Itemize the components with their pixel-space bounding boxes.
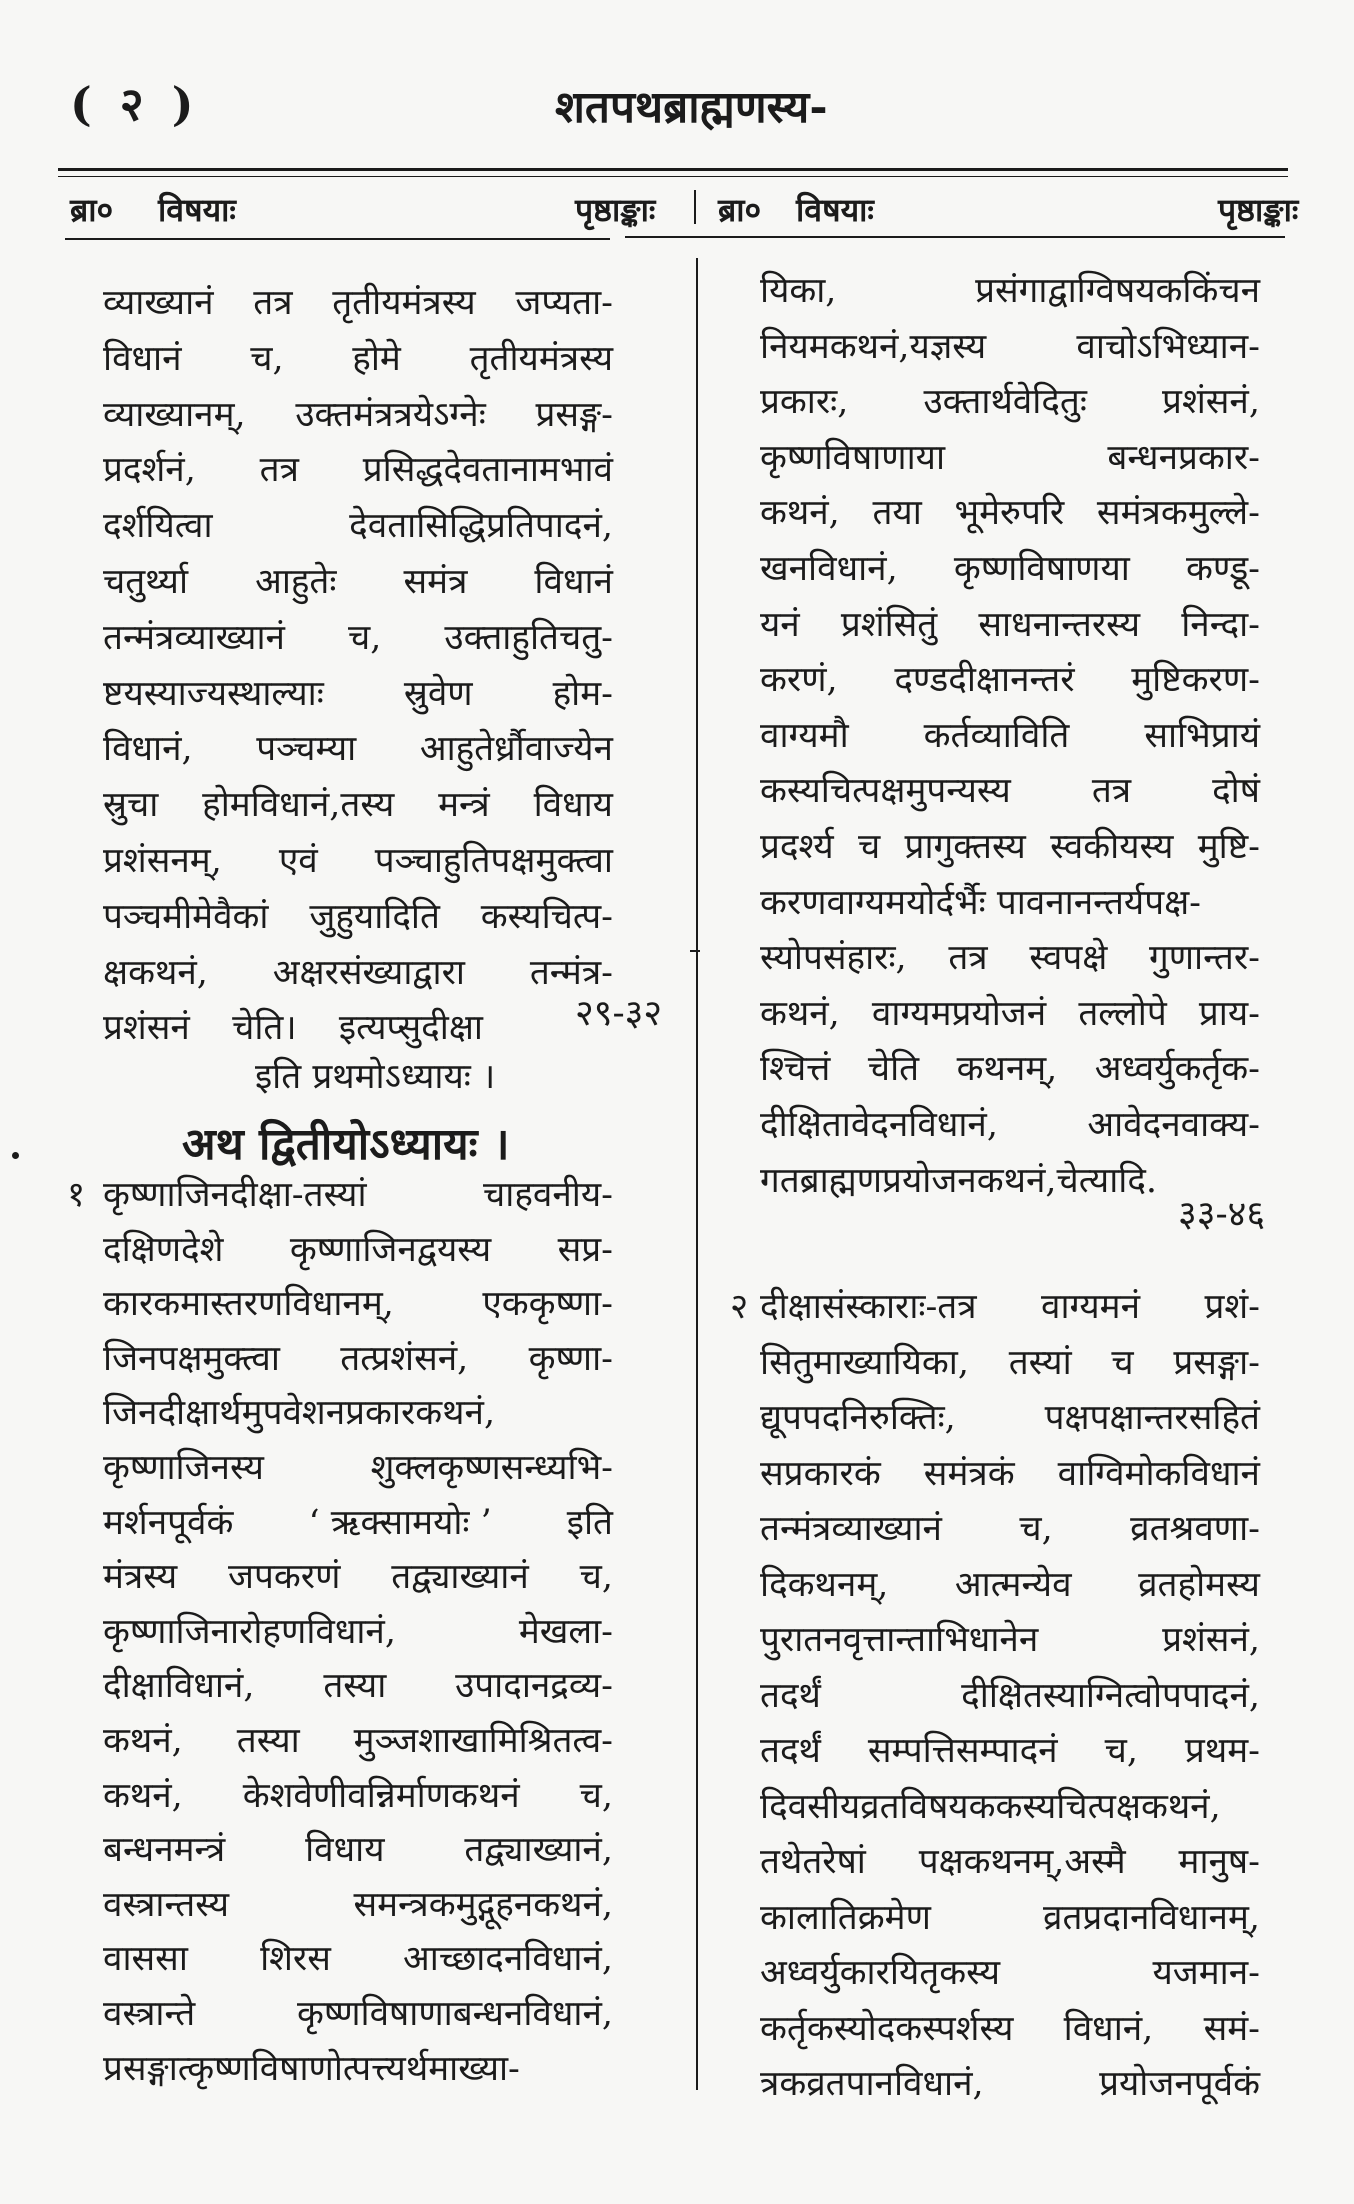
right-text-word: समं- xyxy=(1203,2008,1260,2049)
left-text-word: मंत्रस्य xyxy=(103,1557,178,1598)
right-text-word: सप्रकारकं xyxy=(760,1453,881,1494)
right-text-word: दीक्षासंस्काराः-तत्र xyxy=(760,1287,977,1327)
left-text-line xyxy=(103,836,613,883)
right-text-line xyxy=(760,377,1260,424)
left-text-word: विधानं, xyxy=(103,729,193,770)
right-text-line xyxy=(760,266,1260,313)
right-text-word: प्रसंगाद्वाग्विषयककिंचन xyxy=(975,271,1260,311)
left-text-word: देवतासिद्धिप्रतिपादनं, xyxy=(349,506,613,547)
right-text-word: निन्दा- xyxy=(1181,604,1260,645)
right-text-word: तदर्थं xyxy=(760,1731,821,1771)
right-text-word: व्रतप्रदानविधानम्, xyxy=(1043,1897,1260,1938)
left-text-word: बन्धनमन्त्रं xyxy=(103,1830,226,1871)
right-text-word: तथेतरेषां xyxy=(760,1842,866,1882)
right-text-word: कर्तव्याविति xyxy=(923,715,1070,756)
left-text-word: मर्शनपूर्वकं xyxy=(103,1502,234,1543)
left-text-line xyxy=(103,1003,483,1050)
right-header-pages: पृष्ठाङ्काः xyxy=(1218,191,1299,229)
left-text-word: व्याख्यानं xyxy=(103,283,214,323)
left-text-word: दर्शयित्वा xyxy=(103,506,213,547)
right-text-line xyxy=(760,1782,1260,1829)
right-text-word: च xyxy=(1111,1342,1134,1383)
left-text-word: कृष्णाजिनद्वयस्य xyxy=(289,1229,492,1270)
left-header-bra: ब्रा० xyxy=(70,191,114,229)
right-text-word: प्राय- xyxy=(1198,993,1260,1034)
right-header-underline xyxy=(625,236,1285,238)
right-text-line xyxy=(760,711,1260,758)
right-text-word: प्रथम- xyxy=(1184,1731,1260,1771)
right-text-word: स्योपसंहारः, xyxy=(760,938,907,979)
left-text-word: ‘ ऋक्सामयोः ’ xyxy=(308,1502,492,1543)
right-text-word: अध्वर्युकर्तृक- xyxy=(1094,1049,1260,1090)
right-text-word: अध्वर्युकारयितृकस्य xyxy=(760,1953,1001,1993)
left-text-word: होमे xyxy=(352,338,401,379)
left-text-word: कृष्णाजिनस्य xyxy=(103,1448,264,1488)
right-text-line xyxy=(760,1282,1260,1329)
left-text-line xyxy=(103,557,613,604)
top-rule xyxy=(58,168,1288,171)
left-text-line xyxy=(103,613,613,660)
right-text-line xyxy=(760,1671,1260,1718)
right-text-word: करणवाग्यमयोर्दर्भैः पावनानन्तर्यपक्ष- xyxy=(760,882,1201,923)
right-text-word: कथनं, xyxy=(760,993,840,1034)
left-text-word: प्रसङ्ग- xyxy=(535,394,613,435)
right-text-word: वाग्यमप्रयोजनं xyxy=(871,993,1047,1034)
right-text-word: च, xyxy=(1019,1509,1053,1549)
right-text-word: तया xyxy=(872,493,922,534)
left-text-word: ष्टयस्याज्यस्थाल्याः xyxy=(103,673,324,714)
right-text-line xyxy=(760,1044,1260,1091)
left-text-word: कस्यचित्प- xyxy=(480,896,613,937)
left-text-line xyxy=(103,1989,613,2036)
left-text-word: केशवेणीवन्निर्माणकथनं xyxy=(242,1775,520,1816)
left-text-word: तृतीयमंत्रस्य xyxy=(332,283,476,323)
left-text-word: तन्मंत्रव्याख्यानं xyxy=(103,617,285,658)
right-text-word: व्रतहोमस्य xyxy=(1138,1564,1260,1605)
left-text-line xyxy=(103,2044,613,2091)
right-text-word: कण्डू- xyxy=(1185,549,1260,589)
left-text-word: एककृष्णा- xyxy=(482,1284,613,1325)
left-text-word: क्षकथनं, xyxy=(103,952,208,993)
left-text-line xyxy=(103,892,613,939)
left-text-word: प्रदर्शनं, xyxy=(103,450,196,491)
left-text-line xyxy=(103,1771,613,1818)
column-divider xyxy=(696,258,698,2090)
left-text-word: शुक्लकृष्णसन्ध्यभि- xyxy=(370,1448,613,1488)
left-text-word: कारकमास्तरणविधानम्, xyxy=(103,1284,394,1325)
left-text-line xyxy=(103,1225,613,1272)
right-text-line xyxy=(760,2004,1260,2051)
left-text-line xyxy=(103,669,613,716)
left-text-word: प्रशंसनम्, xyxy=(103,841,222,881)
left-text-word: उपादानद्रव्य- xyxy=(455,1666,613,1707)
left-text-word: चेति। xyxy=(232,1008,297,1049)
left-text-word: इति xyxy=(566,1502,613,1543)
right-text-line xyxy=(760,433,1260,480)
right-text-word: पक्षकथनम्,अस्मै xyxy=(918,1842,1126,1882)
right-text-line xyxy=(760,766,1260,813)
right-text-line xyxy=(760,1393,1260,1440)
right-text-word: भूमेरुपरि xyxy=(954,493,1065,534)
right-text-line xyxy=(760,1100,1260,1147)
right-section-number: २ xyxy=(730,1287,749,1327)
left-text-word: होमविधानं,तस्य xyxy=(202,785,395,826)
left-text-word: तस्या xyxy=(236,1721,300,1761)
right-text-word: प्रशंसितुं xyxy=(840,604,938,645)
left-text-word: वाससा xyxy=(103,1939,188,1980)
top-rule-2 xyxy=(58,176,1288,177)
right-text-word: श्चित्तं xyxy=(760,1049,831,1090)
left-text-word: कथनं, xyxy=(103,1775,183,1816)
right-text-line xyxy=(760,322,1260,369)
right-text-word: तत्र xyxy=(1091,771,1132,812)
right-text-word: च xyxy=(858,827,881,867)
left-text-line xyxy=(103,1334,613,1381)
right-text-word: द्यूपपदनिरुक्तिः, xyxy=(760,1398,956,1438)
right-text-line xyxy=(760,933,1260,980)
left-text-line xyxy=(103,390,613,437)
right-text-word: दीक्षितस्याग्नित्वोपपादनं, xyxy=(961,1675,1260,1716)
left-text-word: पञ्चाहुतिपक्षमुक्त्वा xyxy=(374,841,613,881)
page-number: ( २ ) xyxy=(70,77,200,131)
left-text-word: समंत्र xyxy=(403,562,468,602)
right-text-line xyxy=(760,1449,1260,1496)
left-text-word: अक्षरसंख्याद्वारा xyxy=(272,952,465,993)
right-text-word: कृष्णविषाणाया xyxy=(760,437,946,478)
right-text-word: करणं, xyxy=(760,660,838,701)
right-text-word: तन्मंत्रव्याख्यानं xyxy=(760,1509,942,1549)
right-text-word: आत्मन्येव xyxy=(954,1564,1072,1605)
left-text-line xyxy=(103,1607,613,1654)
left-text-word: दीक्षाविधानं, xyxy=(103,1666,255,1707)
right-text-word: समंत्रकमुल्ले- xyxy=(1096,493,1260,534)
right-text-line xyxy=(760,544,1260,591)
margin-dot xyxy=(12,1152,19,1159)
left-text-word: जप्यता- xyxy=(515,283,613,323)
left-text-word: विधानं xyxy=(103,338,182,379)
right-text-word: साधनान्तरस्य xyxy=(978,604,1141,645)
left-text-word: विधानं xyxy=(534,562,613,602)
left-text-word: कथनं, xyxy=(103,1721,183,1761)
right-text-word: सितुमाख्यायिका, xyxy=(760,1342,969,1383)
right-header-bra: ब्रा० xyxy=(718,191,762,229)
left-text-word: उक्तमंत्रत्रयेऽग्नेः xyxy=(295,394,486,435)
right-text-word: तल्लोपे xyxy=(1078,993,1167,1034)
left-text-word: प्रसिद्धदेवतानामभावं xyxy=(362,450,613,491)
right-text-word: स्वपक्षे xyxy=(1029,938,1108,979)
left-text-word: वस्त्रान्तस्य xyxy=(103,1884,230,1925)
left-text-line xyxy=(103,334,613,381)
right-text-word: दण्डदीक्षानन्तरं xyxy=(894,660,1075,701)
right-text-word: तत्र xyxy=(948,938,988,979)
left-text-line xyxy=(103,1279,613,1326)
chapter-heading: अथ द्वितीयोऽध्यायः । xyxy=(182,1119,510,1170)
right-text-word: वाचोऽभिध्यान- xyxy=(1076,326,1260,367)
left-text-word: उक्ताहुतिचतु- xyxy=(444,617,613,658)
left-text-line xyxy=(103,445,613,492)
left-text-word: च, xyxy=(579,1775,613,1816)
left-text-word: कृष्णाजिनारोहणविधानं, xyxy=(103,1611,396,1652)
left-text-line xyxy=(103,278,613,325)
right-text-word: कर्तृकस्योदकस्पर्शस्य xyxy=(760,2008,1014,2049)
left-header-underline xyxy=(65,238,610,240)
right-text-word: पक्षपक्षान्तरसहितं xyxy=(1044,1398,1260,1438)
right-header-vishaya: विषयाः xyxy=(796,191,874,229)
right-text-line xyxy=(760,488,1260,535)
left-text-line xyxy=(103,1661,613,1708)
left-text-word: जिनदीक्षार्थमुपवेशनप्रकारकथनं, xyxy=(103,1393,496,1434)
left-text-line xyxy=(103,1498,613,1545)
right-text-word: च, xyxy=(1104,1731,1138,1771)
left-text-word: तत्र xyxy=(253,283,293,323)
right-text-line xyxy=(760,1837,1260,1884)
right-text-word: मुष्टि- xyxy=(1197,827,1260,867)
left-text-line xyxy=(103,1880,613,1927)
left-text-word: जिनपक्षमुक्त्वा xyxy=(103,1338,280,1379)
left-text-word: तन्मंत्र- xyxy=(529,952,613,993)
right-text-word: वाग्यमौ xyxy=(760,715,849,756)
right-text-word: तदर्थं xyxy=(760,1675,821,1716)
left-text-word: दक्षिणदेशे xyxy=(103,1229,224,1270)
left-text-line xyxy=(103,1170,613,1217)
right-text-word: कृष्णविषाणया xyxy=(953,549,1130,589)
left-text-word: पञ्चम्या xyxy=(256,729,357,770)
right-text-line xyxy=(760,1948,1260,1995)
right-text-line xyxy=(760,2059,1260,2106)
right-text-word: व्रतश्रवणा- xyxy=(1130,1509,1260,1549)
right-text-line xyxy=(760,1726,1260,1773)
right-text-word: उक्तार्थवेदितुः xyxy=(923,382,1087,423)
right-text-word: कालातिक्रमेण xyxy=(760,1897,931,1938)
left-text-word: तद्व्याख्यानं, xyxy=(464,1830,613,1871)
left-text-word: शिरस xyxy=(260,1939,331,1980)
right-text-word: यनं xyxy=(760,604,800,645)
left-text-word: एवं xyxy=(278,841,318,881)
left-text-word: व्याख्यानम्, xyxy=(103,394,246,435)
right-text-word: प्रदर्श्य xyxy=(760,827,834,867)
left-text-word: च, xyxy=(579,1557,613,1598)
right-text-word: पुरातनवृत्तान्ताभिधानेन xyxy=(760,1620,1039,1660)
left-text-line xyxy=(103,1934,613,1981)
right-text-word: प्रागुक्तस्य xyxy=(904,827,1026,867)
left-text-word: तद्व्याख्यानं xyxy=(391,1557,529,1598)
right-text-word: प्रयोजनपूर्वकं xyxy=(1099,2064,1260,2104)
right-text-word: तस्यां xyxy=(1008,1342,1072,1383)
left-text-line xyxy=(103,1552,613,1599)
right-page-range: ३३-४६ xyxy=(1178,1194,1266,1235)
left-section-number: १ xyxy=(67,1175,86,1215)
right-text-line xyxy=(760,1338,1260,1385)
right-text-line xyxy=(760,1560,1260,1607)
right-text-word: कस्यचित्पक्षमुपन्यस्य xyxy=(760,771,1011,812)
left-text-word: स्रुचा xyxy=(103,785,159,826)
left-text-word: प्रशंसनं xyxy=(103,1008,190,1049)
right-text-word: मुष्टिकरण- xyxy=(1131,660,1260,701)
right-text-line xyxy=(760,1504,1260,1551)
left-text-word: मुञ्जशाखामिश्रितत्व- xyxy=(353,1721,613,1761)
left-text-word: आहुतेर्ध्रौवाज्येन xyxy=(419,729,613,770)
left-bracket-mark xyxy=(690,950,700,952)
right-text-word: खनविधानं, xyxy=(760,549,898,589)
left-header-vishaya: विषयाः xyxy=(158,191,236,229)
left-text-line xyxy=(103,1716,613,1763)
left-text-word: मन्त्रं xyxy=(438,785,490,826)
left-text-line xyxy=(103,724,613,771)
left-text-line xyxy=(103,1825,613,1872)
left-text-word: विधाय xyxy=(533,785,613,826)
left-text-word: मेखला- xyxy=(518,1611,613,1652)
right-text-line xyxy=(760,878,1260,925)
left-text-line xyxy=(103,501,613,548)
running-title: शतपथब्राह्मणस्य- xyxy=(555,82,828,133)
left-text-word: तत्प्रशंसनं, xyxy=(340,1338,469,1379)
left-text-word: जुहुयादिति xyxy=(309,896,440,937)
left-text-word: च, xyxy=(250,338,284,379)
right-text-word: दोषं xyxy=(1212,771,1260,812)
right-text-line xyxy=(760,1893,1260,1940)
right-text-word: विधानं, xyxy=(1063,2008,1154,2049)
right-text-word: मानुष- xyxy=(1178,1842,1260,1882)
left-text-word: प्रसङ्गात्कृष्णविषाणोत्पत्त्यर्थमाख्या- xyxy=(103,2048,520,2089)
left-text-line xyxy=(103,1443,613,1490)
left-header-pages: पृष्ठाङ्काः xyxy=(575,191,656,229)
right-text-word: यजमान- xyxy=(1152,1953,1260,1993)
left-text-line xyxy=(103,780,613,827)
right-text-line xyxy=(760,989,1260,1036)
left-text-word: च, xyxy=(348,617,382,658)
left-text-word: सप्र- xyxy=(557,1229,613,1270)
right-text-line xyxy=(760,1615,1260,1662)
left-text-word: स्रुवेण xyxy=(403,673,473,714)
right-text-word: साभिप्रायं xyxy=(1144,715,1260,756)
left-page-range: २९-३२ xyxy=(575,993,663,1034)
right-text-line xyxy=(760,600,1260,647)
right-text-word: दीक्षितावेदनविधानं, xyxy=(760,1105,998,1145)
right-text-word: वाग्यमनं xyxy=(1041,1287,1141,1327)
left-text-word: कृष्णा- xyxy=(528,1338,613,1379)
right-text-line xyxy=(760,822,1260,869)
right-text-word: समंत्रकं xyxy=(923,1453,1015,1494)
left-text-word: चाहवनीय- xyxy=(483,1175,613,1215)
right-text-word: गतब्राह्मणप्रयोजनकथनं,चेत्यादि. xyxy=(760,1160,1158,1201)
right-text-word: कथनं, xyxy=(760,493,840,534)
left-text-word: तृतीयमंत्रस्य xyxy=(469,338,613,379)
left-text-word: कृष्णाजिनदीक्षा-तस्यां xyxy=(103,1175,367,1215)
right-text-word: दिवसीयव्रतविषयककस्यचित्पक्षकथनं, xyxy=(760,1786,1221,1827)
right-text-word: प्रशंसनं, xyxy=(1162,382,1260,423)
right-text-word: यिका, xyxy=(760,271,837,311)
right-text-line xyxy=(760,1156,1170,1203)
right-text-word: प्रशंसनं, xyxy=(1162,1620,1260,1660)
right-text-word: दिकथनम्, xyxy=(760,1564,889,1605)
right-text-word: बन्धनप्रकार- xyxy=(1107,437,1260,478)
left-text-word: चतुर्थ्या xyxy=(103,562,189,602)
left-text-word: इत्यप्सुदीक्षा xyxy=(338,1008,483,1049)
left-chapter-end: इति प्रथमोऽध्यायः । xyxy=(255,1057,496,1097)
right-text-line xyxy=(760,655,1260,702)
left-text-word: विधाय xyxy=(305,1830,385,1871)
left-text-word: समन्त्रकमुद्गूहनकथनं, xyxy=(353,1884,613,1925)
right-text-word: कथनम्, xyxy=(956,1049,1058,1090)
left-text-word: आहुतेः xyxy=(255,562,337,602)
right-text-word: चेति xyxy=(867,1049,920,1090)
left-text-line xyxy=(103,1388,613,1435)
right-text-word: नियमकथनं,यज्ञस्य xyxy=(760,326,987,367)
right-text-word: स्वकीयस्य xyxy=(1050,827,1174,867)
left-text-word: जपकरणं xyxy=(228,1557,341,1598)
header-separator xyxy=(694,190,696,224)
right-text-word: प्रकारः, xyxy=(760,382,849,423)
left-text-word: होम- xyxy=(552,673,613,714)
right-text-word: गुणान्तर- xyxy=(1149,938,1260,979)
right-text-word: प्रसङ्गा- xyxy=(1173,1342,1260,1383)
right-text-word: त्रकव्रतपानविधानं, xyxy=(760,2064,984,2104)
left-text-word: आच्छादनविधानं, xyxy=(403,1939,613,1980)
left-text-word: वस्त्रान्ते xyxy=(103,1994,196,2034)
left-text-line xyxy=(103,948,613,995)
left-text-word: पञ्चमीमेवैकां xyxy=(103,896,269,937)
right-text-word: आवेदनवाक्य- xyxy=(1087,1105,1260,1145)
right-text-word: सम्पत्तिसम्पादनं xyxy=(867,1731,1058,1771)
left-text-word: कृष्णविषाणाबन्धनविधानं, xyxy=(297,1994,613,2034)
right-text-word: वाग्विमोकविधानं xyxy=(1057,1453,1260,1494)
right-text-word: प्रशं- xyxy=(1204,1287,1260,1327)
left-text-word: तत्र xyxy=(259,450,299,491)
left-text-word: तस्या xyxy=(323,1666,387,1707)
